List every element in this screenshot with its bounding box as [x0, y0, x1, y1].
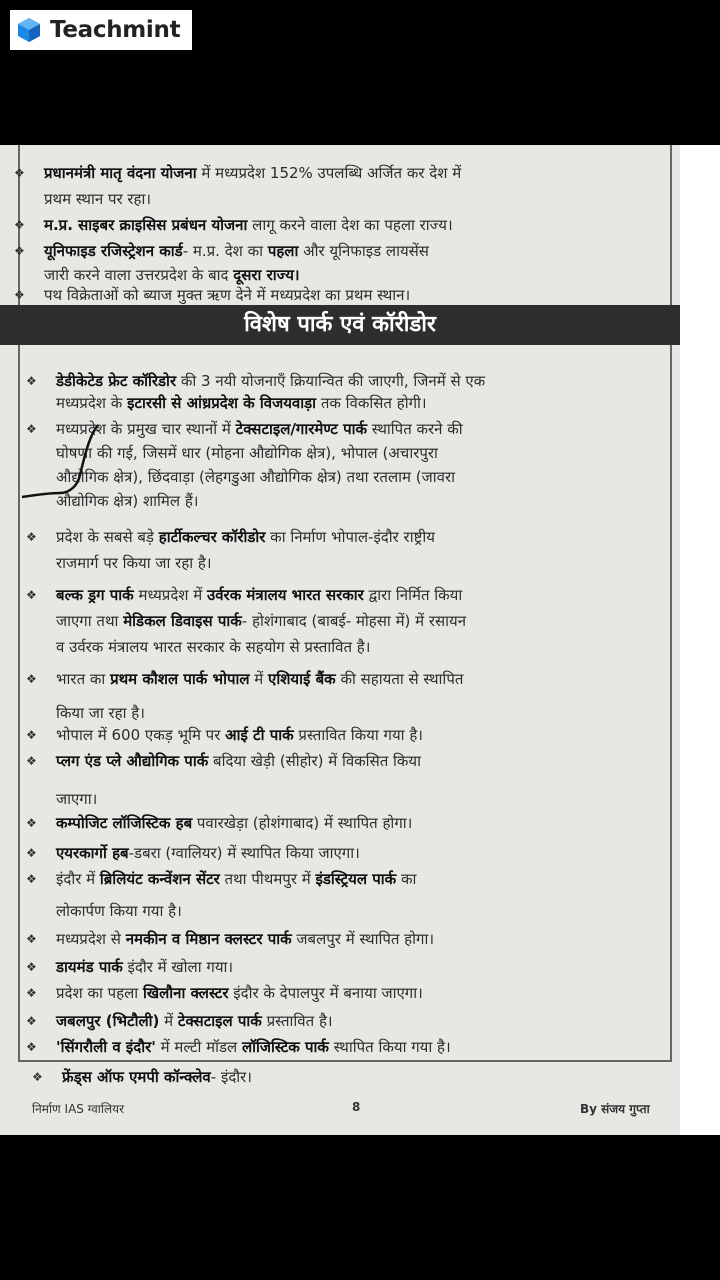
brand-name: Teachmint — [50, 17, 181, 43]
text-span: का — [396, 870, 417, 888]
text-span: तक विकसित होगी। — [316, 394, 427, 412]
bold-text: एशियाई बैंक — [268, 670, 336, 688]
text-span: जारी करने वाला उत्तरप्रदेश के बाद — [44, 266, 234, 284]
text-line — [62, 1067, 252, 1087]
text-line — [56, 419, 463, 439]
text-line — [56, 983, 423, 1003]
teachmint-logo — [10, 10, 192, 50]
text-span: प्रथम स्थान पर रहा। — [44, 190, 152, 208]
text-span: भारत का — [56, 670, 111, 688]
bold-text: टेक्सटाइल/गारमेण्ट पार्क — [235, 420, 368, 438]
page-number: 8 — [352, 1100, 361, 1114]
page-footer — [0, 1100, 680, 1130]
bullet-icon: ❖ — [26, 872, 37, 886]
text-span: मध्यप्रदेश के — [56, 394, 128, 412]
bold-text: कम्पोजिट लॉजिस्टिक हब — [56, 814, 193, 832]
bold-text: प्लग एंड प्ले औद्योगिक पार्क — [56, 752, 209, 770]
bold-text: बल्क ड्रग पार्क — [56, 586, 134, 604]
section-heading-bar — [0, 305, 680, 345]
text-span: प्रस्तावित है। — [261, 1012, 333, 1030]
text-span: जाएगा तथा — [56, 612, 124, 630]
text-span: में — [159, 1012, 178, 1030]
text-span: भोपाल में 600 एकड़ भूमि पर — [56, 726, 226, 744]
text-line — [44, 163, 461, 183]
text-line — [56, 789, 97, 809]
bold-text: इटारसी से आंध्रप्रदेश के विजयवाड़ा — [127, 394, 317, 412]
teachmint-cube-icon — [16, 17, 42, 43]
bullet-icon: ❖ — [26, 374, 37, 388]
bullet-icon: ❖ — [26, 816, 37, 830]
text-line — [56, 527, 435, 547]
text-line — [56, 869, 416, 889]
bold-text: हार्टीकल्चर कॉरीडोर — [158, 528, 266, 546]
text-span: मध्यप्रदेश में — [133, 586, 207, 604]
bold-text: यूनिफाइड रजिस्ट्रेशन कार्ड — [44, 242, 183, 260]
bold-text: पहला — [267, 242, 299, 260]
bullet-icon: ❖ — [26, 672, 37, 686]
bold-text: 'सिंगरौली व इंदौर' — [56, 1038, 156, 1056]
text-span: व उर्वरक मंत्रालय भारत सरकार के सहयोग से प्रस्तावित है। — [56, 638, 371, 656]
text-span: स्थापित किया गया है। — [328, 1038, 451, 1056]
text-span: की सहायता से स्थापित — [335, 670, 464, 688]
pen-mark-icon — [20, 415, 110, 505]
bold-text: उर्वरक मंत्रालय भारत सरकार — [207, 586, 364, 604]
bullet-icon: ❖ — [26, 1040, 37, 1054]
text-span: मध्यप्रदेश से — [56, 930, 126, 948]
text-line — [56, 637, 370, 657]
text-line — [44, 241, 429, 261]
bold-text: जबलपुर (भिटौली) — [56, 1012, 160, 1030]
text-line — [56, 725, 423, 745]
bold-text: एयरकार्गो हब — [56, 844, 129, 862]
document-page — [0, 145, 680, 1135]
text-span: - इंदौर। — [210, 1068, 252, 1086]
text-span: किया जा रहा है। — [56, 704, 145, 722]
text-line — [56, 929, 434, 949]
bullet-icon: ❖ — [26, 932, 37, 946]
text-line — [56, 669, 463, 689]
bold-text: दूसरा राज्य। — [233, 266, 300, 284]
text-span: - होशंगाबाद (बाबई- मोहसा में) में रसायन — [241, 612, 467, 630]
bold-text: ब्रिलियंट कन्वेंशन सेंटर — [99, 870, 220, 888]
bold-text: डेडीकेटेड फ्रेट कॉरिडोर — [56, 372, 177, 390]
text-line — [56, 1037, 451, 1057]
text-span: स्थापित करने की — [367, 420, 463, 438]
text-line — [56, 1011, 333, 1031]
bullet-icon: ❖ — [26, 422, 37, 436]
text-span: पवारखेड़ा (होशंगाबाद) में स्थापित होगा। — [192, 814, 413, 832]
text-line — [44, 215, 453, 235]
bullet-icon: ❖ — [14, 288, 25, 302]
bullet-icon: ❖ — [26, 986, 37, 1000]
text-span: पथ विक्रेताओं को ब्याज मुक्त ऋण देने में मध्यप्रदेश का प्रथम स्थान। — [44, 286, 411, 304]
text-span: इंदौर में — [56, 870, 100, 888]
text-line — [56, 553, 212, 573]
bold-text: डायमंड पार्क — [56, 958, 123, 976]
text-line — [56, 901, 182, 921]
text-span: लोकार्पण किया गया है। — [56, 902, 182, 920]
text-line — [44, 265, 300, 285]
bullet-icon: ❖ — [14, 244, 25, 258]
text-span: -डबरा (ग्वालियर) में स्थापित किया जाएगा। — [128, 844, 360, 862]
text-span: और यूनिफाइड लायसेंस — [298, 242, 429, 260]
text-line — [56, 585, 462, 605]
bold-text: मेडिकल डिवाइस पार्क — [123, 612, 242, 630]
bold-text: इंडस्ट्रियल पार्क — [315, 870, 397, 888]
text-span: मध्यप्रदेश के प्रमुख चार स्थानों में — [56, 420, 236, 438]
bullet-icon: ❖ — [32, 1070, 43, 1084]
bold-text: टेक्सटाइल पार्क — [177, 1012, 262, 1030]
text-span: बदिया खेड़ी (सीहोर) में विकसित किया — [208, 752, 422, 770]
bold-text: प्रधानमंत्री मातृ वंदना योजना — [44, 164, 197, 182]
text-line — [56, 371, 485, 391]
text-line — [56, 443, 438, 463]
text-line — [44, 189, 151, 209]
text-span: प्रदेश का पहला — [56, 984, 143, 1002]
text-line — [56, 703, 145, 723]
text-span: का निर्माण भोपाल-इंदौर राष्ट्रीय — [265, 528, 435, 546]
text-span: औद्योगिक क्षेत्र), छिंदवाड़ा (लेहगडुआ औद्योगिक क्षेत्र) तथा रतलाम (जावरा — [56, 468, 455, 486]
text-line — [56, 843, 360, 863]
text-line — [56, 751, 421, 771]
footer-left: निर्माण IAS ग्वालियर — [32, 1102, 124, 1116]
bold-text: लॉजिस्टिक पार्क — [241, 1038, 329, 1056]
section-heading: विशेष पार्क एवं कॉरीडोर — [244, 312, 436, 337]
text-span: की 3 नयी योजनाएँ क्रियान्वित की जाएगी, जिनमें से एक — [176, 372, 486, 390]
text-span: में मध्यप्रदेश 152% उपलब्धि अर्जित कर देश में — [196, 164, 462, 182]
text-span: लागू करने वाला देश का पहला राज्य। — [247, 216, 453, 234]
bullet-icon: ❖ — [14, 218, 25, 232]
text-span: इंदौर में खोला गया। — [122, 958, 234, 976]
text-span: औद्योगिक क्षेत्र) शामिल हैं। — [56, 492, 199, 510]
right-margin — [680, 145, 720, 1135]
bullet-icon: ❖ — [26, 588, 37, 602]
text-line — [56, 393, 427, 413]
text-line — [56, 611, 466, 631]
bullet-icon: ❖ — [26, 846, 37, 860]
bullet-icon: ❖ — [26, 530, 37, 544]
bold-text: आई टी पार्क — [225, 726, 294, 744]
bold-text: फ्रेंड्स ऑफ एमपी कॉन्क्लेव — [62, 1068, 211, 1086]
text-span: राजमार्ग पर किया जा रहा है। — [56, 554, 212, 572]
bold-text: नमकीन व मिष्ठान क्लस्टर पार्क — [125, 930, 292, 948]
bold-text: खिलौना क्लस्टर — [142, 984, 229, 1002]
bullet-icon: ❖ — [26, 754, 37, 768]
bold-text: प्रथम कौशल पार्क भोपाल — [110, 670, 250, 688]
text-span: घोषणा की गई, जिसमें धार (मोहना औद्योगिक क्षेत्र), भोपाल (अचारपुरा — [56, 444, 438, 462]
text-span: इंदौर के देपालपुर में बनाया जाएगा। — [228, 984, 423, 1002]
footer-right: By संजय गुप्ता — [580, 1102, 650, 1116]
text-line — [44, 285, 410, 305]
bullet-icon: ❖ — [26, 728, 37, 742]
text-span: द्वारा निर्मित किया — [363, 586, 463, 604]
text-span: जाएगा। — [56, 790, 98, 808]
text-line — [56, 813, 412, 833]
text-span: जबलपुर में स्थापित होगा। — [291, 930, 435, 948]
text-span: में — [249, 670, 269, 688]
text-line — [56, 957, 233, 977]
text-span: में मल्टी मॉडल — [155, 1038, 242, 1056]
text-span: तथा पीथमपुर में — [219, 870, 316, 888]
text-span: - म.प्र. देश का — [182, 242, 268, 260]
bullet-icon: ❖ — [26, 960, 37, 974]
text-span: प्रदेश के सबसे बड़े — [56, 528, 159, 546]
bullet-icon: ❖ — [14, 166, 25, 180]
text-line — [56, 467, 455, 487]
bold-text: म.प्र. साइबर क्राइसिस प्रबंधन योजना — [44, 216, 248, 234]
bullet-icon: ❖ — [26, 1014, 37, 1028]
text-span: प्रस्तावित किया गया है। — [293, 726, 423, 744]
